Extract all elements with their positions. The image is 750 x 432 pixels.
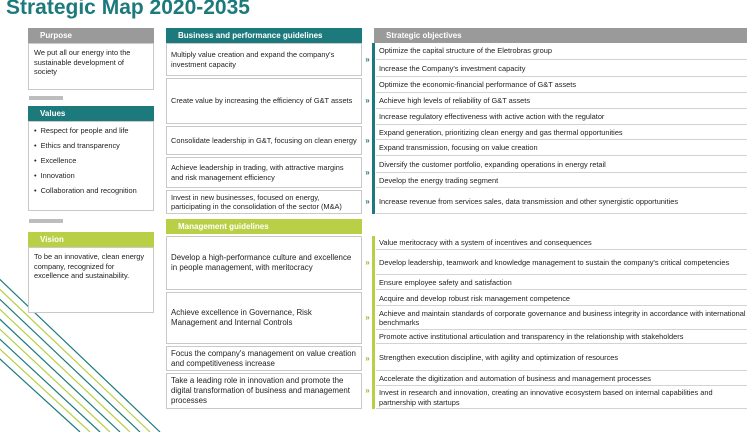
value-item: • Innovation: [34, 171, 148, 181]
business-guideline: Consolidate leadership in G&T, focusing on clean energy: [166, 126, 362, 155]
value-item: • Excellence: [34, 156, 148, 166]
purpose-header: Purpose: [28, 28, 154, 43]
values-header: Values: [28, 106, 154, 121]
management-objective: Acquire and develop robust risk management competence: [376, 292, 747, 306]
management-objective: Invest in research and innovation, creating an innovative ecosystem based on internal capabilities and partnership with startups: [376, 387, 747, 409]
arrow-icon: »: [365, 55, 370, 64]
strategic-objective: Achieve high levels of reliability of G&T assets: [376, 94, 747, 109]
management-guideline: Develop a high-performance culture and excellence in people management, with meritocracy: [166, 236, 362, 290]
strategic-objective: Expand generation, prioritizing clean energy and gas thermal opportunities: [376, 126, 747, 140]
value-item: • Ethics and transparency: [34, 141, 148, 151]
teal-bracket-bar: [372, 43, 375, 214]
arrow-icon: »: [365, 313, 370, 322]
page-title: Strategic Map 2020-2035: [6, 0, 250, 19]
strategic-objective: Diversify the customer portfolio, expanding operations in energy retail: [376, 157, 747, 173]
value-item: • Respect for people and life: [34, 126, 148, 136]
strategic-objective: Optimize the capital structure of the Eletrobras group: [376, 43, 747, 60]
management-guideline: Achieve excellence in Governance, Risk Management and Internal Controls: [166, 292, 362, 344]
management-guidelines-header: Management guidelines: [166, 219, 362, 234]
business-guideline: Multiply value creation and expand the company's investment capacity: [166, 43, 362, 76]
strategic-objectives-header: Strategic objectives: [374, 28, 747, 43]
strategic-objective: Increase revenue from services sales, data transmission and other synergistic opportunities: [376, 190, 747, 214]
value-item: • Collaboration and recognition: [34, 186, 148, 196]
strategic-objective: Develop the energy trading segment: [376, 174, 747, 188]
management-objective: Ensure employee safety and satisfaction: [376, 276, 747, 290]
arrow-icon: »: [365, 96, 370, 105]
business-guideline: Invest in new businesses, focused on energy, participating in the consolidation of the sector (M&A): [166, 190, 362, 214]
strategic-objective: Expand transmission, focusing on value creation: [376, 141, 747, 156]
arrow-icon: »: [365, 258, 370, 267]
management-guideline: Take a leading role in innovation and promote the digital transformation of business and management processes: [166, 373, 362, 409]
separator: [29, 96, 63, 100]
arrow-icon: »: [365, 354, 370, 363]
management-objective: Promote active institutional articulation and transparency in the relationship with stakeholders: [376, 331, 747, 344]
strategic-objective: Optimize the economic-financial performance of G&T assets: [376, 78, 747, 93]
management-objective: Value meritocracy with a system of incentives and consequences: [376, 236, 747, 250]
arrow-icon: »: [365, 197, 370, 206]
green-bracket-bar: [372, 236, 375, 409]
business-guideline: Create value by increasing the efficiency of G&T assets: [166, 78, 362, 124]
strategic-objective: Increase regulatory effectiveness with active action with the regulator: [376, 110, 747, 125]
arrow-icon: »: [365, 168, 370, 177]
strategic-objective: Increase the Company's investment capacity: [376, 61, 747, 77]
purpose-text: We put all our energy into the sustainable development of society: [28, 43, 154, 90]
values-list: [29, 122, 153, 205]
values-box: [28, 121, 154, 211]
management-objective: Accelerate the digitization and automation of business and management processes: [376, 373, 747, 386]
management-objective: Strengthen execution discipline, with agility and optimization of resources: [376, 346, 747, 371]
management-objective: Develop leadership, teamwork and knowledge management to sustain the company's critical competencies: [376, 251, 747, 275]
business-guideline: Achieve leadership in trading, with attractive margins and risk management efficiency: [166, 157, 362, 188]
arrow-icon: »: [365, 136, 370, 145]
business-guidelines-header: Business and performance guidelines: [166, 28, 362, 43]
separator: [29, 219, 63, 223]
arrow-icon: »: [365, 386, 370, 395]
vision-text: To be an innovative, clean energy company, recognized for excellence and sustainability.: [28, 247, 154, 313]
management-guideline: Focus the company's management on value creation and competitiveness increase: [166, 346, 362, 371]
vision-header: Vision: [28, 232, 154, 247]
management-objective: Achieve and maintain standards of corporate governance and business integrity in accordance with international benchmarks: [376, 307, 747, 330]
